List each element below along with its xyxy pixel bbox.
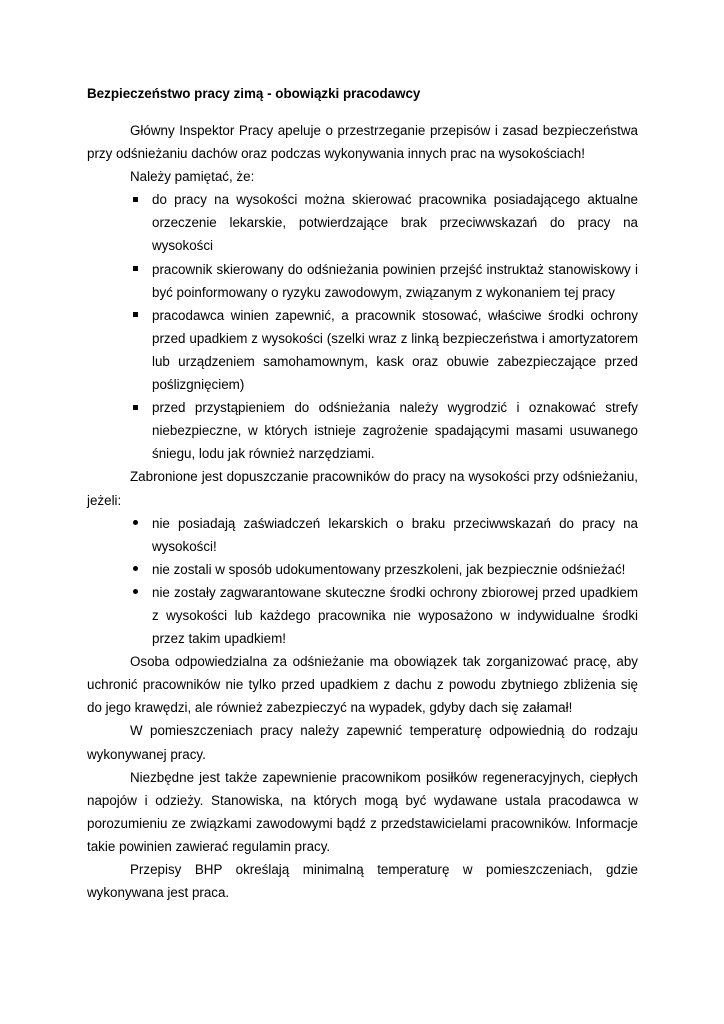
body-paragraph: W pomieszczeniach pracy należy zapewnić temperaturę odpowiednią do rodzaju wykonywanej pracy.	[87, 723, 638, 762]
forbidden-list	[87, 512, 638, 651]
list-item	[87, 188, 638, 257]
list-item-text: do pracy na wysokości można skierować pracownika posiadającego aktualne orzeczenie lekarskie, potwierdzające brak przeciwwskazań do pracy na wysokości	[152, 192, 638, 254]
list-item-text: przed przystąpieniem do odśnieżania należy wygrodzić i oznakować strefy niebezpieczne, w których istnieje zagrożenie spadającymi masami usuwanego śniegu, lodu jak również narzędziami.	[152, 400, 638, 462]
remember-lead: Należy pamiętać, że:	[130, 169, 255, 185]
round-bullet-icon	[128, 558, 142, 581]
document-title: Bezpieczeństwo pracy zimą - obowiązki pracodawcy	[87, 86, 421, 101]
body-paragraph: Przepisy BHP określają minimalną temperaturę w pomieszczeniach, gdzie wykonywana jest praca.	[87, 862, 638, 901]
list-item-text: nie posiadają zaświadczeń lekarskich o braku przeciwwskazań do pracy na wysokości!	[152, 515, 638, 554]
list-item	[87, 512, 638, 558]
document-page	[87, 82, 638, 904]
round-bullet-icon	[128, 581, 142, 604]
square-bullet-icon	[128, 304, 142, 327]
body-paragraph: Osoba odpowiedzialna za odśnieżanie ma obowiązek tak zorganizować pracę, aby uchronić pracowników nie tylko przed upadkiem z dachu z powodu zbytniego zbliżenia się do jego krawędzi, ale również zabezpieczyć na wypadek, gdyby dach się załamał!	[87, 654, 638, 716]
list-item-text: nie zostali w sposób udokumentowany przeszkoleni, jak bezpiecznie odśnieżać!	[152, 561, 626, 577]
round-bullet-icon	[128, 512, 142, 535]
list-item-text: nie zostały zagwarantowane skuteczne środki ochrony zbiorowej przed upadkiem z wysokości lub każdego pracownika nie wyposażono w indywidualne środki przez takim upadkiem!	[152, 584, 638, 647]
forbidden-lead: Zabronione jest dopuszczanie pracowników do pracy na wysokości przy odśnieżaniu, jeżeli:	[87, 469, 638, 508]
list-item-text: pracodawca winien zapewnić, a pracownik stosować, właściwe środki ochrony przed upadkiem z wysokości (szelki wraz z linką bezpieczeństwa i amortyzatorem lub urządzeniem samohamownym, kask oraz obuwie zabezpieczające przed poślizgnięciem)	[152, 307, 638, 393]
square-bullet-icon	[128, 396, 142, 419]
square-bullet-icon	[128, 188, 142, 211]
list-item	[87, 258, 638, 304]
remember-list	[87, 188, 638, 465]
body-paragraph: Niezbędne jest także zapewnienie pracownikom posiłków regeneracyjnych, ciepłych napojów i odzieży. Stanowiska, na których mogą być wydawane ustala pracodawca w porozumieniu ze związkami zawodowymi bądź z przedstawicielami pracowników. Informacje takie powinien zawierać regulamin pracy.	[87, 769, 638, 854]
list-item	[87, 396, 638, 465]
list-item	[87, 581, 638, 650]
list-item	[87, 304, 638, 396]
square-bullet-icon	[128, 258, 142, 281]
list-item-text: pracownik skierowany do odśnieżania powinien przejść instruktaż stanowiskowy i być poinformowany o ryzyku zawodowym, związanym z wykonaniem tej pracy	[152, 261, 638, 300]
list-item	[87, 558, 638, 581]
intro-paragraph: Główny Inspektor Pracy apeluje o przestrzeganie przepisów i zasad bezpieczeństwa przy odśnieżaniu dachów oraz podczas wykonywania innych prac na wysokościach!	[87, 123, 638, 162]
